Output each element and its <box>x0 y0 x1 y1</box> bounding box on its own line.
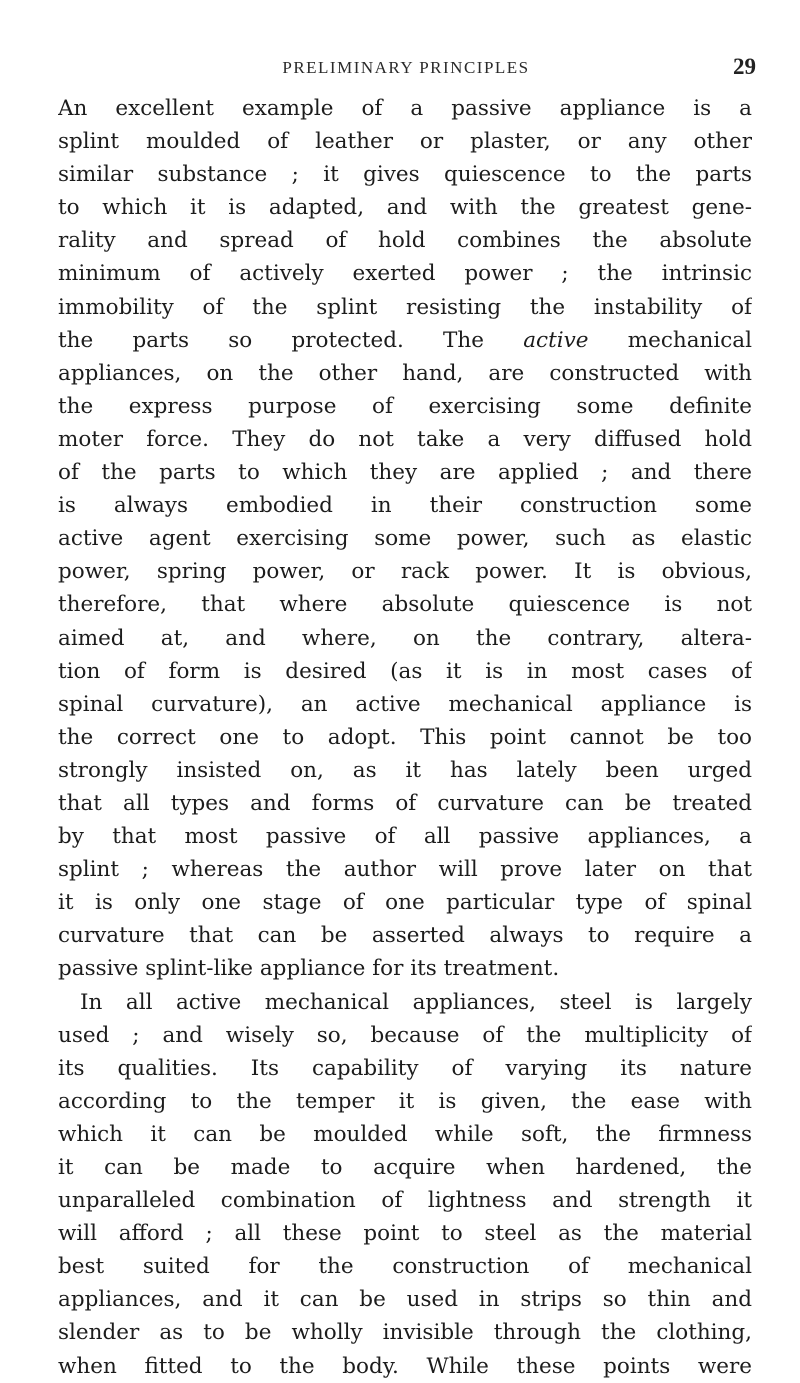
text-line: it is only one stage of one particular type of spinal <box>58 890 752 916</box>
text-line: the correct one to adopt. This point cannot be too <box>58 724 752 750</box>
text-line: rality and spread of hold combines the absolute <box>58 228 752 254</box>
text-line: appliances, on the other hand, are constructed with <box>58 360 752 386</box>
text-line: the express purpose of exercising some definite <box>58 393 752 419</box>
text-line: immobility of the splint resisting the instability of <box>58 294 752 320</box>
text-line: power, spring power, or rack power. It is obvious, <box>58 559 752 585</box>
text-line: of the parts to which they are applied ; and there <box>58 460 752 486</box>
page-number: 29 <box>733 54 756 79</box>
text-line: appliances, and it can be used in strips so thin and <box>58 1287 752 1313</box>
paragraph-end-line: passive splint-like appliance for its treatment. <box>58 956 560 982</box>
text-segment: mechanical <box>588 327 752 353</box>
text-line: best suited for the construction of mechanical <box>58 1254 752 1280</box>
running-head <box>56 54 756 88</box>
text-line: when fitted to the body. While these points were <box>58 1353 752 1379</box>
text-line: according to the temper it is given, the ease with <box>58 1088 752 1114</box>
text-line: splint ; whereas the author will prove later on that <box>58 857 752 883</box>
text-line: it can be made to acquire when hardened, the <box>58 1155 752 1180</box>
text-line: strongly insisted on, as it has lately been urged <box>58 757 752 783</box>
text-segment: the parts so protected. The <box>58 327 524 353</box>
body-text <box>58 92 752 1383</box>
text-line: unparalleled combination of lightness and strength it <box>58 1188 752 1214</box>
text-line: splint moulded of leather or plaster, or any other <box>58 129 752 155</box>
text-line: minimum of actively exerted power ; the intrinsic <box>58 261 752 287</box>
text-line: curvature that can be asserted always to require a <box>58 923 752 949</box>
text-line: active agent exercising some power, such as elastic <box>58 526 752 552</box>
text-line: An excellent example of a passive appliance is a <box>58 96 752 121</box>
paragraph-start-line: In all active mechanical appliances, steel is largely <box>80 989 752 1015</box>
running-title: PRELIMINARY PRINCIPLES <box>282 58 530 77</box>
text-line: moter force. They do not take a very diffused hold <box>58 426 752 452</box>
text-line: is always embodied in their construction some <box>58 493 752 519</box>
italic-word: active <box>523 327 589 353</box>
text-line: by that most passive of all passive appliances, a <box>58 824 752 850</box>
text-line: that all types and forms of curvature can be treated <box>58 790 752 816</box>
text-line: tion of form is desired (as it is in most cases of <box>58 658 752 684</box>
text-line: slender as to be wholly invisible through the clothing, <box>58 1320 752 1346</box>
text-line: to which it is adapted, and with the greatest gene- <box>58 195 752 221</box>
text-line-with-italic <box>58 324 752 357</box>
text-line: therefore, that where absolute quiescence is not <box>58 592 752 618</box>
text-line: aimed at, and where, on the contrary, altera- <box>58 625 752 651</box>
text-line: will afford ; all these point to steel as the material <box>58 1221 752 1247</box>
text-line: similar substance ; it gives quiescence to the parts <box>58 162 752 188</box>
text-line: spinal curvature), an active mechanical appliance is <box>58 691 752 717</box>
text-line: which it can be moulded while soft, the firmness <box>58 1121 752 1147</box>
text-line: used ; and wisely so, because of the multiplicity of <box>58 1022 752 1048</box>
text-line: its qualities. Its capability of varying its nature <box>58 1055 752 1081</box>
